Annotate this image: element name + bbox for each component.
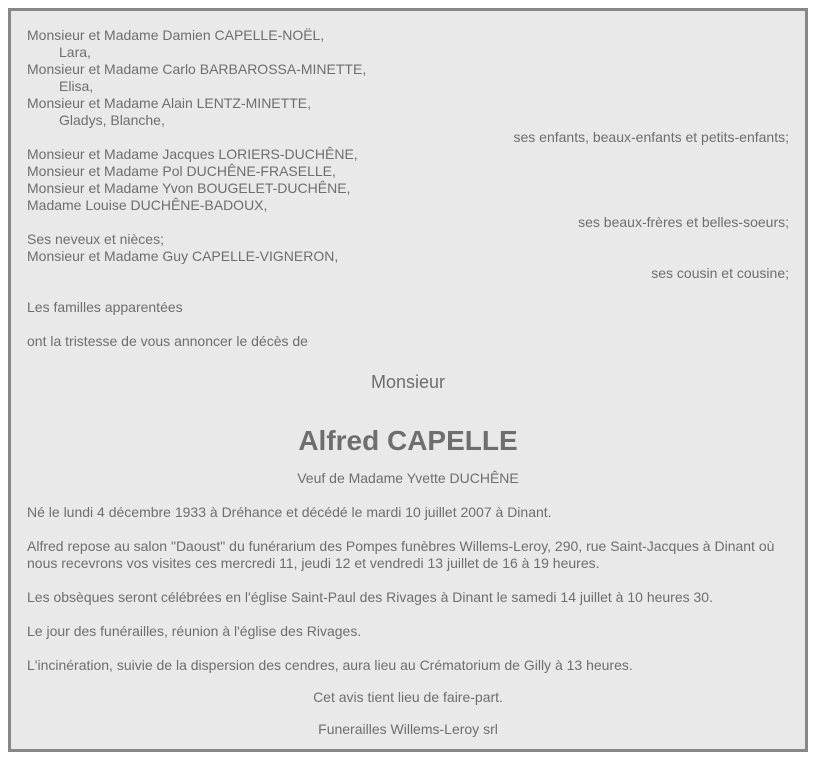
funeral-text: Les obsèques seront célébrées en l'église Saint-Paul des Rivages à Dinant le samedi 14 juillet à 10 heures 30. <box>27 589 713 605</box>
in-law-line-4: Madame Louise DUCHÊNE-BADOUX, <box>27 197 268 213</box>
announcement-text: ont la tristesse de vous annoncer le décès de <box>27 333 308 349</box>
widow-of: Veuf de Madame Yvette DUCHÊNE <box>297 470 519 486</box>
children-caption: ses enfants, beaux-enfants et petits-enfants; <box>513 129 789 145</box>
family-line-1: Monsieur et Madame Damien CAPELLE-NOËL, <box>27 27 325 43</box>
viewing-text: Alfred repose au salon "Daoust" du funérarium des Pompes funèbres Willems-Leroy, 290, rue Saint-Jacques à Dinant où nous recevrons vos visites ces mercredi 11, jeudi 12 et vendredi 13 juillet de 16 à 19 heures. <box>27 538 775 571</box>
meeting-text: Le jour des funérailles, réunion à l'église des Rivages. <box>27 623 362 639</box>
family-line-2: Lara, <box>59 44 91 60</box>
cremation-text: L'incinération, suivie de la dispersion des cendres, aura lieu au Crématorium de Gilly à 13 heures. <box>27 657 633 673</box>
related-families: Les familles apparentées <box>27 299 183 315</box>
in-law-line-1: Monsieur et Madame Jacques LORIERS-DUCHÊNE, <box>27 146 358 162</box>
deceased-name: Alfred CAPELLE <box>298 425 518 456</box>
cousins-line: Monsieur et Madame Guy CAPELLE-VIGNERON, <box>27 248 339 264</box>
family-line-4: Elisa, <box>59 78 94 94</box>
in-laws-caption: ses beaux-frères et belles-soeurs; <box>578 214 789 230</box>
funeral-home-signature: Funerailles Willems-Leroy srl <box>318 721 498 737</box>
deceased-title: Monsieur <box>370 372 446 392</box>
notice-text: Cet avis tient lieu de faire-part. <box>313 689 503 705</box>
cousins-caption: ses cousin et cousine; <box>651 265 789 281</box>
nephews-line: Ses neveux et nièces; <box>27 231 164 247</box>
family-line-6: Gladys, Blanche, <box>59 112 165 128</box>
obituary-frame <box>8 8 808 752</box>
family-line-3: Monsieur et Madame Carlo BARBAROSSA-MINETTE, <box>27 61 367 77</box>
family-line-5: Monsieur et Madame Alain LENTZ-MINETTE, <box>27 95 311 111</box>
in-law-line-3: Monsieur et Madame Yvon BOUGELET-DUCHÊNE, <box>27 180 351 196</box>
birth-death-text: Né le lundi 4 décembre 1933 à Dréhance et décédé le mardi 10 juillet 2007 à Dinant. <box>27 504 552 520</box>
in-law-line-2: Monsieur et Madame Pol DUCHÊNE-FRASELLE, <box>27 163 336 179</box>
obituary-content <box>27 27 789 738</box>
